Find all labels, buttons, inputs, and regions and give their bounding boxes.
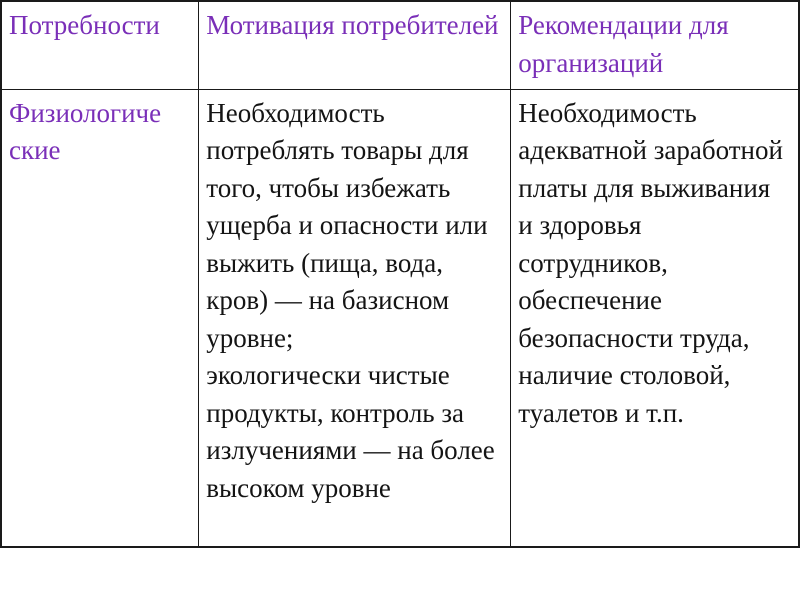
recommendations-text: Необходимость адекватной заработной платы для выживания и здоровья сотрудников, обеспечение безопасности труда, наличие столовой, туалетов и т.п. (518, 97, 783, 428)
table-header-row (1, 1, 799, 89)
row-recommendations-cell (511, 89, 799, 547)
header-needs-text: Потребности (9, 10, 160, 40)
row-motivation-cell (199, 89, 511, 547)
row-need-line-1: Физиологиче (9, 97, 162, 128)
row-need-line-2: ские (9, 135, 61, 165)
table-row (1, 89, 799, 547)
row-need-cell (1, 89, 199, 547)
header-recommendations-text: Рекомендации для организаций (518, 10, 729, 78)
motivation-paragraph-basic: Необходимость потреблять товары для того, чтобы избежать ущерба и опасности или выжить (пища, вода, кров) — на базисном уровне; (206, 97, 488, 353)
header-recommendations (511, 1, 799, 89)
motivation-paragraph-higher: экологически чистые продукты, контроль за излучениями — на более высоком уровне (206, 360, 495, 503)
header-motivation-text: Мотивация потребителей (206, 10, 499, 40)
header-motivation (199, 1, 511, 89)
header-needs (1, 1, 199, 89)
